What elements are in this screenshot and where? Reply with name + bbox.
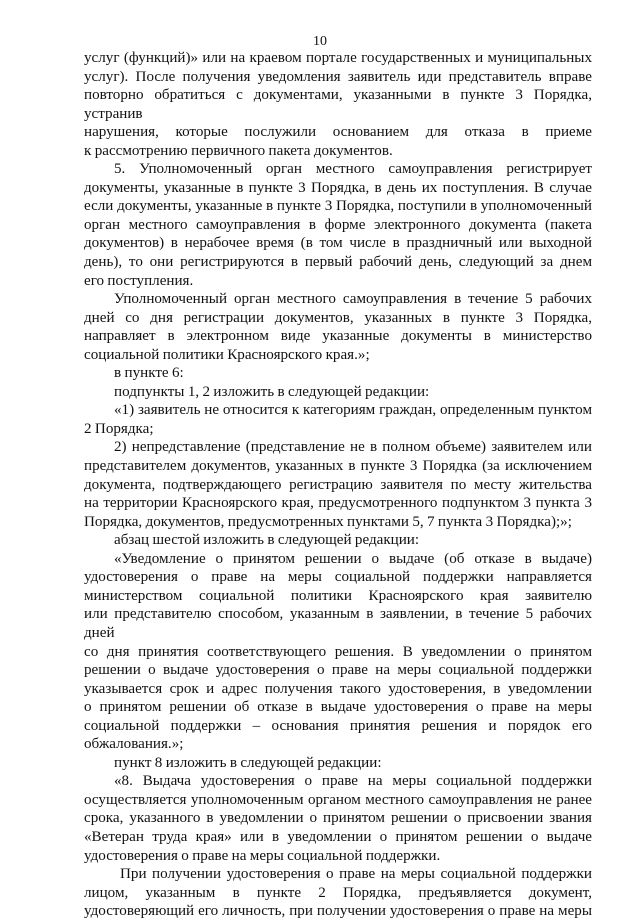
document-body bbox=[84, 49, 592, 921]
text-line: «8. Выдача удостоверения о праве на меры социальной поддержки bbox=[114, 773, 592, 790]
text-line: удостоверяющий его личность, при получении удостоверения о праве на меры bbox=[84, 903, 592, 920]
text-line: социальной поддержки – основания принятия решения и порядок его bbox=[84, 717, 592, 734]
text-line: со дня принятия соответствующего решения. В уведомлении о принятом bbox=[84, 643, 592, 660]
text-line: пункт 8 изложить в следующей редакции: bbox=[114, 754, 382, 771]
text-line: повторно обратиться с документами, указанными в пункте 3 Порядка, устранив bbox=[84, 87, 592, 122]
text-line: представителем документов, указанных в пункте 3 Порядка (за исключением bbox=[84, 458, 592, 475]
text-line: срока, указанного в уведомлении о принятом решении о присвоении звания bbox=[84, 810, 592, 827]
text-line: указывается срок и адрес получения такого удостоверения, в уведомлении bbox=[84, 680, 592, 697]
text-line: «Ветеран труда края» или в уведомлении о принятом решении о выдаче bbox=[84, 828, 592, 845]
text-line: если документы, указанные в пункте 3 Порядка, поступили в уполномоченный bbox=[84, 198, 592, 215]
text-line: подпункты 1, 2 изложить в следующей редакции: bbox=[114, 383, 430, 400]
text-line: направляет в электронном виде указанные документы в министерство bbox=[84, 328, 592, 345]
text-line: документы, указанные в пункте 3 Порядка, в день их поступления. В случае bbox=[84, 179, 592, 196]
text-line: решении о выдаче удостоверения о праве на меры социальной поддержки bbox=[84, 662, 592, 679]
text-line: его поступления. bbox=[84, 272, 194, 289]
text-line: на территории Красноярского края, предусмотренного подпунктом 3 пункта 3 bbox=[84, 495, 592, 512]
text-line: в пункте 6: bbox=[114, 365, 184, 382]
text-line: 2 Порядка; bbox=[84, 420, 154, 437]
text-line: Порядка, документов, предусмотренных пунктами 5, 7 пункта 3 Порядка);»; bbox=[84, 513, 572, 530]
text-line: обжалования.»; bbox=[84, 736, 184, 753]
text-line: о принятом решении об отказе в выдаче удостоверения о праве на меры bbox=[84, 699, 592, 716]
text-line: Уполномоченный орган местного самоуправления в течение 5 рабочих bbox=[114, 291, 592, 308]
text-line: При получении удостоверения о праве на меры социальной поддержки bbox=[120, 866, 592, 883]
text-line: «Уведомление о принятом решении о выдаче (об отказе в выдаче) bbox=[114, 550, 592, 567]
text-line: орган местного самоуправления в форме электронного документа (пакета bbox=[84, 216, 592, 233]
text-line: услуг). После получения уведомления заявитель иди представитель вправе bbox=[84, 68, 592, 85]
text-line: услуг (функций)» или на краевом портале государственных и муниципальных bbox=[84, 50, 592, 66]
text-line: дней со дня регистрации документов, указанных в пункте 3 Порядка, bbox=[84, 309, 592, 326]
text-line: лицом, указанным в пункте 2 Порядка, предъявляется документ, bbox=[84, 884, 592, 901]
text-line: удостоверения о праве на меры социальной поддержки. bbox=[84, 847, 441, 864]
text-line: осуществляется уполномоченным органом местного самоуправления не ранее bbox=[84, 791, 592, 808]
text-line: день), то они регистрируются в первый рабочий день, следующий за днем bbox=[84, 254, 592, 271]
text-line: абзац шестой изложить в следующей редакции: bbox=[114, 532, 420, 549]
page-number: 10 bbox=[313, 34, 327, 49]
text-line: 5. Уполномоченный орган местного самоуправления регистрирует bbox=[114, 161, 592, 178]
text-line: социальной политики Красноярского края.»; bbox=[84, 346, 370, 363]
text-line: или представителю способом, указанным в заявлении, в течение 5 рабочих дней bbox=[84, 606, 592, 641]
text-line: «1) заявитель не относится к категориям граждан, определенным пунктом bbox=[114, 402, 592, 419]
text-line: министерством социальной политики Красноярского края заявителю bbox=[84, 587, 592, 604]
text-line: 2) непредставление (представление не в полном объеме) заявителем или bbox=[114, 439, 592, 456]
text-line: удостоверения о праве на меры социальной поддержки направляется bbox=[84, 569, 592, 586]
text-line: к рассмотрению первичного пакета документов. bbox=[84, 142, 393, 159]
text-line: нарушения, которые послужили основанием для отказа в приеме bbox=[84, 124, 592, 141]
text-line: документа, подтверждающего регистрацию заявителя по месту жительства bbox=[84, 476, 592, 493]
text-line: документов) в нерабочее время (в том числе в праздничный или выходной bbox=[84, 235, 592, 252]
